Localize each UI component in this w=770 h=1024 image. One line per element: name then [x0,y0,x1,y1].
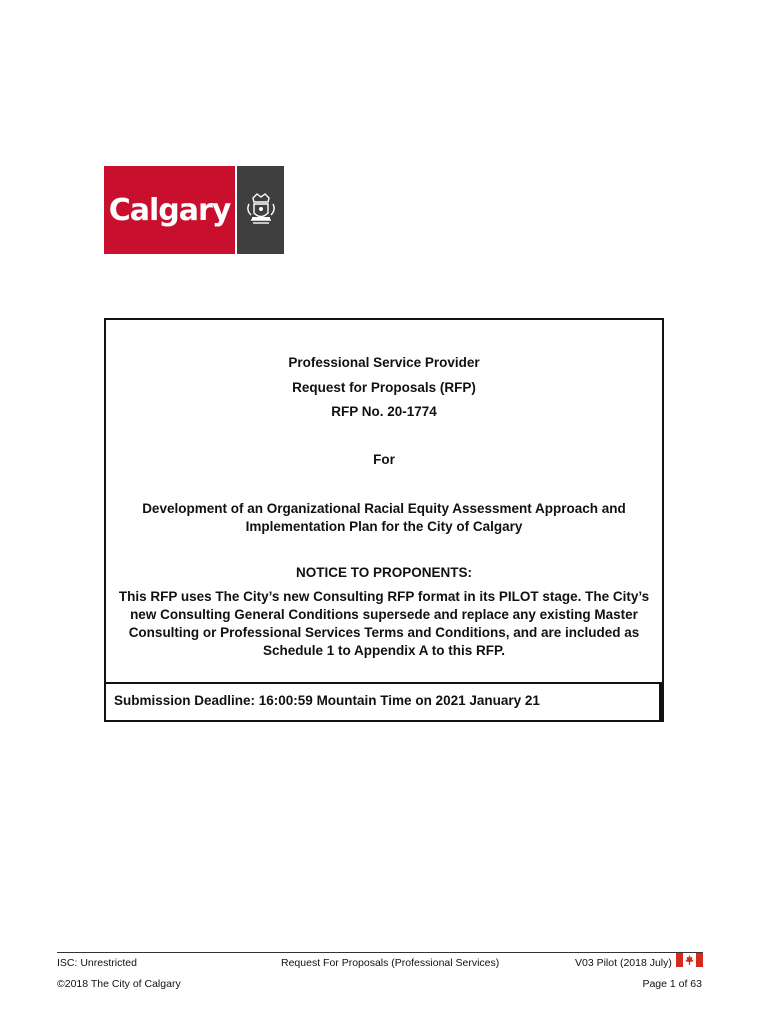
logo-wordmark: Calgary [104,166,235,254]
footer-classification: ISC: Unrestricted [57,957,137,969]
cover-info-panel [106,320,662,684]
cover-box [104,318,664,722]
canada-flag-icon [676,953,703,967]
footer-divider [57,952,703,953]
city-crest-icon [237,166,284,254]
deadline-panel [106,684,662,720]
notice-body: This RFP uses The City’s new Consulting RFP format in its PILOT stage. The City’s new Consulting General Conditions supersede and replace any existing Master Consulting or Professional Services Terms and Conditions, and are included as Schedule 1 to Appendix A to this RFP. [118,589,650,658]
for-label: For [373,452,395,467]
rfp-number: RFP No. 20-1774 [331,404,437,419]
calgary-logo [104,166,284,254]
submission-deadline: Submission Deadline: 16:00:59 Mountain Time on 2021 January 21 [114,693,540,708]
document-subtype: Request for Proposals (RFP) [292,380,476,395]
document-type: Professional Service Provider [288,355,480,370]
footer-copyright: ©2018 The City of Calgary [57,978,181,990]
footer-doc-title: Request For Proposals (Professional Services) [281,957,500,969]
footer-page-number: Page 1 of 63 [642,978,702,990]
footer-version: V03 Pilot (2018 July) [575,957,672,969]
project-title: Development of an Organizational Racial Equity Assessment Approach and Implementation Plan for the City of Calgary [142,501,626,534]
notice-heading: NOTICE TO PROPONENTS: [295,565,472,580]
